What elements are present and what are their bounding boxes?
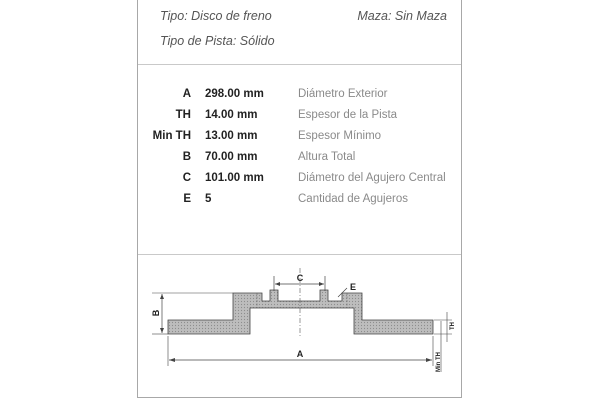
spec-code: E bbox=[183, 193, 191, 205]
spec-description: Diámetro del Agujero Central bbox=[298, 172, 446, 184]
a-arrow-right bbox=[426, 358, 432, 362]
c-arrow-right bbox=[319, 282, 324, 286]
spec-value: 298.00 mm bbox=[205, 88, 264, 100]
label-e: E bbox=[350, 282, 357, 292]
spec-description: Cantidad de Agujeros bbox=[298, 193, 408, 205]
spec-description: Espesor de la Pista bbox=[298, 109, 398, 121]
spec-value: 70.00 mm bbox=[205, 151, 258, 163]
spec-value: 14.00 mm bbox=[205, 109, 258, 121]
spec-code: TH bbox=[175, 109, 191, 121]
label-a: A bbox=[296, 349, 304, 359]
b-arrow-top bbox=[160, 294, 164, 299]
b-arrow-bottom bbox=[160, 328, 164, 333]
maza-label: Maza: Sin Maza bbox=[357, 9, 447, 23]
label-b: B bbox=[151, 309, 161, 317]
spec-description: Altura Total bbox=[298, 151, 356, 163]
spec-description: Diámetro Exterior bbox=[298, 88, 388, 100]
label-th: TH bbox=[450, 322, 456, 330]
label-c: C bbox=[296, 273, 304, 283]
a-arrow-left bbox=[169, 358, 175, 362]
disc-section-shape bbox=[168, 290, 433, 334]
tipo-label: Tipo: Disco de freno bbox=[160, 9, 272, 23]
c-arrow-left bbox=[275, 282, 280, 286]
spec-value: 101.00 mm bbox=[205, 172, 264, 184]
spec-value: 13.00 mm bbox=[205, 130, 258, 142]
tipo-pista-label: Tipo de Pista: Sólido bbox=[160, 34, 275, 48]
spec-code: C bbox=[182, 172, 191, 184]
spec-code: Min TH bbox=[152, 130, 191, 142]
spec-description: Espesor Mínimo bbox=[298, 130, 382, 142]
spec-value: 5 bbox=[205, 193, 212, 205]
spec-code: A bbox=[182, 88, 191, 100]
spec-code: B bbox=[182, 151, 191, 163]
label-min-th: Min TH bbox=[436, 352, 442, 372]
